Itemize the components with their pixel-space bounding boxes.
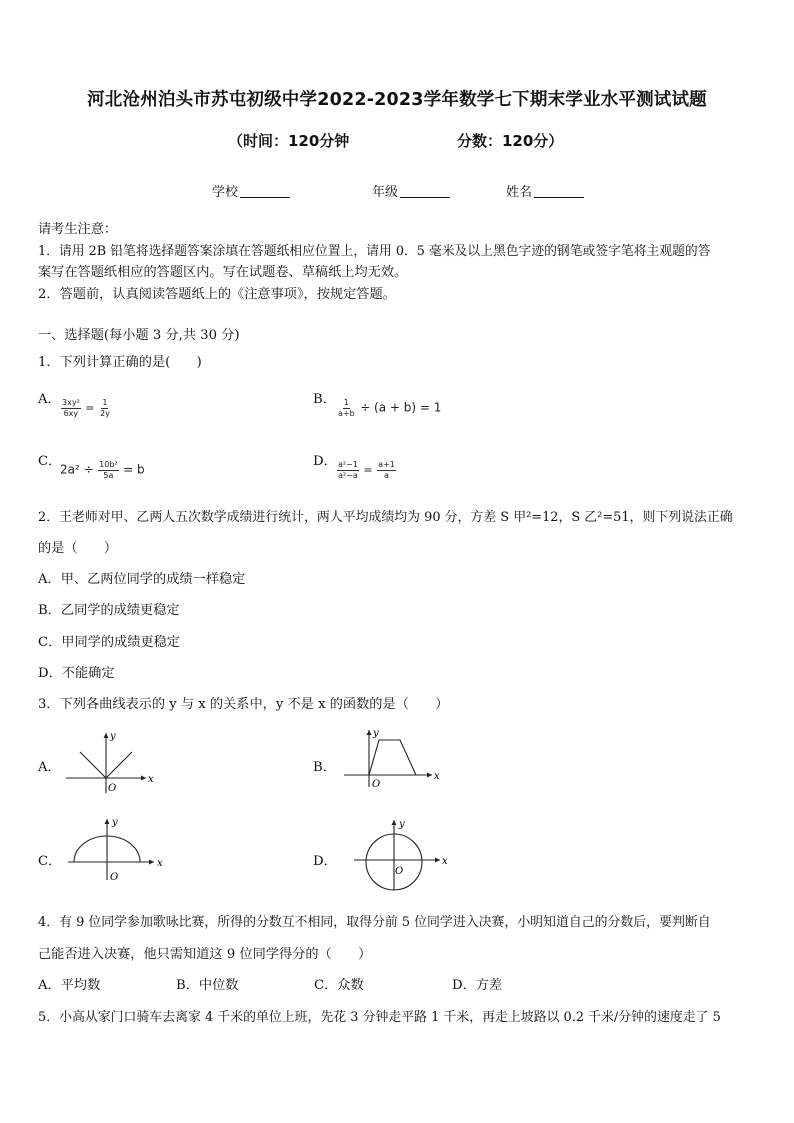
name-field (506, 181, 584, 200)
q3-b-origin-label: O (372, 779, 381, 790)
school-label: 学校 (212, 185, 239, 200)
q3-stem: 3．下列各曲线表示的 y 与 x 的关系中，y 不是 x 的函数的是（ ） (38, 697, 449, 712)
q4-option-d: D．方差 (452, 978, 503, 993)
q1-a-equals: = (85, 401, 95, 415)
q1-c-numerator: 10b² (99, 460, 118, 469)
q1-b-numerator: 1 (343, 398, 349, 407)
q3-a-origin-label: O (108, 783, 117, 794)
q3-d-y-label: y (399, 819, 405, 830)
q1-option-a-label: A． (38, 392, 61, 407)
q3-b-x-label: x (434, 771, 440, 782)
q1-option-c-expr (60, 460, 145, 481)
q1-a-numerator: 3xy² (62, 398, 80, 407)
q3-option-c-label: C． (38, 854, 62, 869)
q3-d-x-label: x (442, 856, 448, 867)
q1-d-denominator: a²−a (338, 471, 358, 480)
q3-a-curve-right (106, 752, 132, 778)
q3-c-y-label: y (112, 817, 118, 828)
page-title: 河北沧州泊头市苏屯初级中学2022-2023学年数学七下期末学业水平测试试题 (87, 90, 707, 110)
section-heading: 一、选择题(每小题 3 分,共 30 分) (38, 328, 240, 343)
q3-graph-a (62, 727, 162, 797)
notice-item-2: 2．答题前，认真阅读答题纸上的《注意事项》，按规定答题。 (38, 287, 396, 302)
grade-blank (400, 184, 450, 198)
q1-a-rhs-numerator: 1 (102, 398, 108, 407)
grade-field (372, 181, 450, 200)
q2-stem-a: 2．王老师对甲、乙两人五次数学成绩进行统计，两人平均成绩均为 90 分，方差 S 甲²=12，S 乙²=51，则下列说法正确 (38, 510, 733, 525)
q3-graph-b (340, 725, 450, 795)
q1-a-rhs-denominator: 2y (99, 409, 110, 418)
q5-stem-a: 5．小高从家门口骑车去离家 4 千米的单位上班，先花 3 分钟走平路 1 千米，再走上坡路以 0.2 千米/分钟的速度走了 5 (38, 1010, 721, 1025)
q4-option-a: A．平均数 (38, 978, 101, 993)
q2-option-a: A．甲、乙两位同学的成绩一样稳定 (38, 572, 246, 587)
q4-stem-b: 己能否进入决赛，他只需知道这 9 位同学得分的（ ） (38, 947, 372, 962)
q4-option-c: C．众数 (314, 978, 364, 993)
q3-graph-d (334, 814, 454, 894)
q1-d-rhs-numerator: a+1 (378, 460, 395, 469)
q1-d-numerator: a²−1 (338, 460, 358, 469)
q1-c-pre: 2a² ÷ (60, 462, 94, 477)
q1-d-rhs-denominator: a (384, 471, 389, 480)
notice-item-1a: 1．请用 2B 铅笔将选择题答案涂填在答题纸相应位置上，请用 0．5 毫米及以上黑色字迹的钢笔或签字笔将主观题的答 (38, 244, 711, 259)
q3-option-b-label: B． (313, 760, 336, 775)
q4-stem-a: 4．有 9 位同学参加歌咏比赛，所得的分数互不相同，取得分前 5 位同学进入决赛，小明知道自己的分数后，要判断自 (38, 915, 711, 930)
q3-b-y-label: y (373, 728, 379, 739)
exam-time: （时间：120分钟 (228, 132, 350, 150)
notice-heading: 请考生注意： (38, 222, 118, 237)
q1-a-denominator: 6xy (63, 409, 79, 418)
q1-option-b-label: B． (313, 392, 336, 407)
q2-stem-b: 的是（ ） (38, 541, 118, 556)
q2-option-d: D．不能确定 (38, 666, 115, 681)
q1-stem: 1．下列计算正确的是( ) (38, 355, 202, 370)
q3-b-curve (369, 740, 416, 775)
q3-option-a-label: A． (38, 760, 61, 775)
q1-d-equals: = (363, 463, 373, 477)
notice-item-1b: 案写在答题纸相应的答题区内。写在试题卷、草稿纸上均无效。 (38, 265, 408, 280)
q1-b-denominator: a+b (338, 409, 355, 418)
q3-a-curve-left (80, 752, 106, 778)
q2-option-b: B．乙同学的成绩更稳定 (38, 603, 180, 618)
q3-graph-c (62, 814, 172, 884)
q1-option-b-expr (336, 398, 441, 419)
name-label: 姓名 (506, 185, 533, 200)
q1-option-a-expr (60, 398, 112, 419)
q3-a-y-label: y (110, 731, 116, 742)
grade-label: 年级 (372, 185, 399, 200)
q1-c-post: = b (123, 462, 145, 477)
q2-option-c: C．甲同学的成绩更稳定 (38, 635, 180, 650)
school-blank (240, 184, 290, 198)
q1-c-denominator: 5a (103, 471, 114, 480)
q1-option-c-label: C． (38, 454, 62, 469)
q1-option-d-expr (336, 460, 397, 481)
q3-option-d-label: D． (313, 854, 337, 869)
q1-option-d-label: D． (313, 454, 337, 469)
q1-b-rest: ÷ (a + b) = 1 (360, 400, 442, 415)
exam-score: 分数：120分） (457, 132, 564, 150)
q3-a-x-label: x (148, 774, 154, 785)
q3-c-origin-label: O (110, 872, 119, 883)
q4-option-b: B．中位数 (176, 978, 239, 993)
q3-d-origin-label: O (395, 866, 404, 877)
name-blank (534, 184, 584, 198)
q3-c-x-label: x (157, 858, 163, 869)
school-field (212, 181, 290, 200)
